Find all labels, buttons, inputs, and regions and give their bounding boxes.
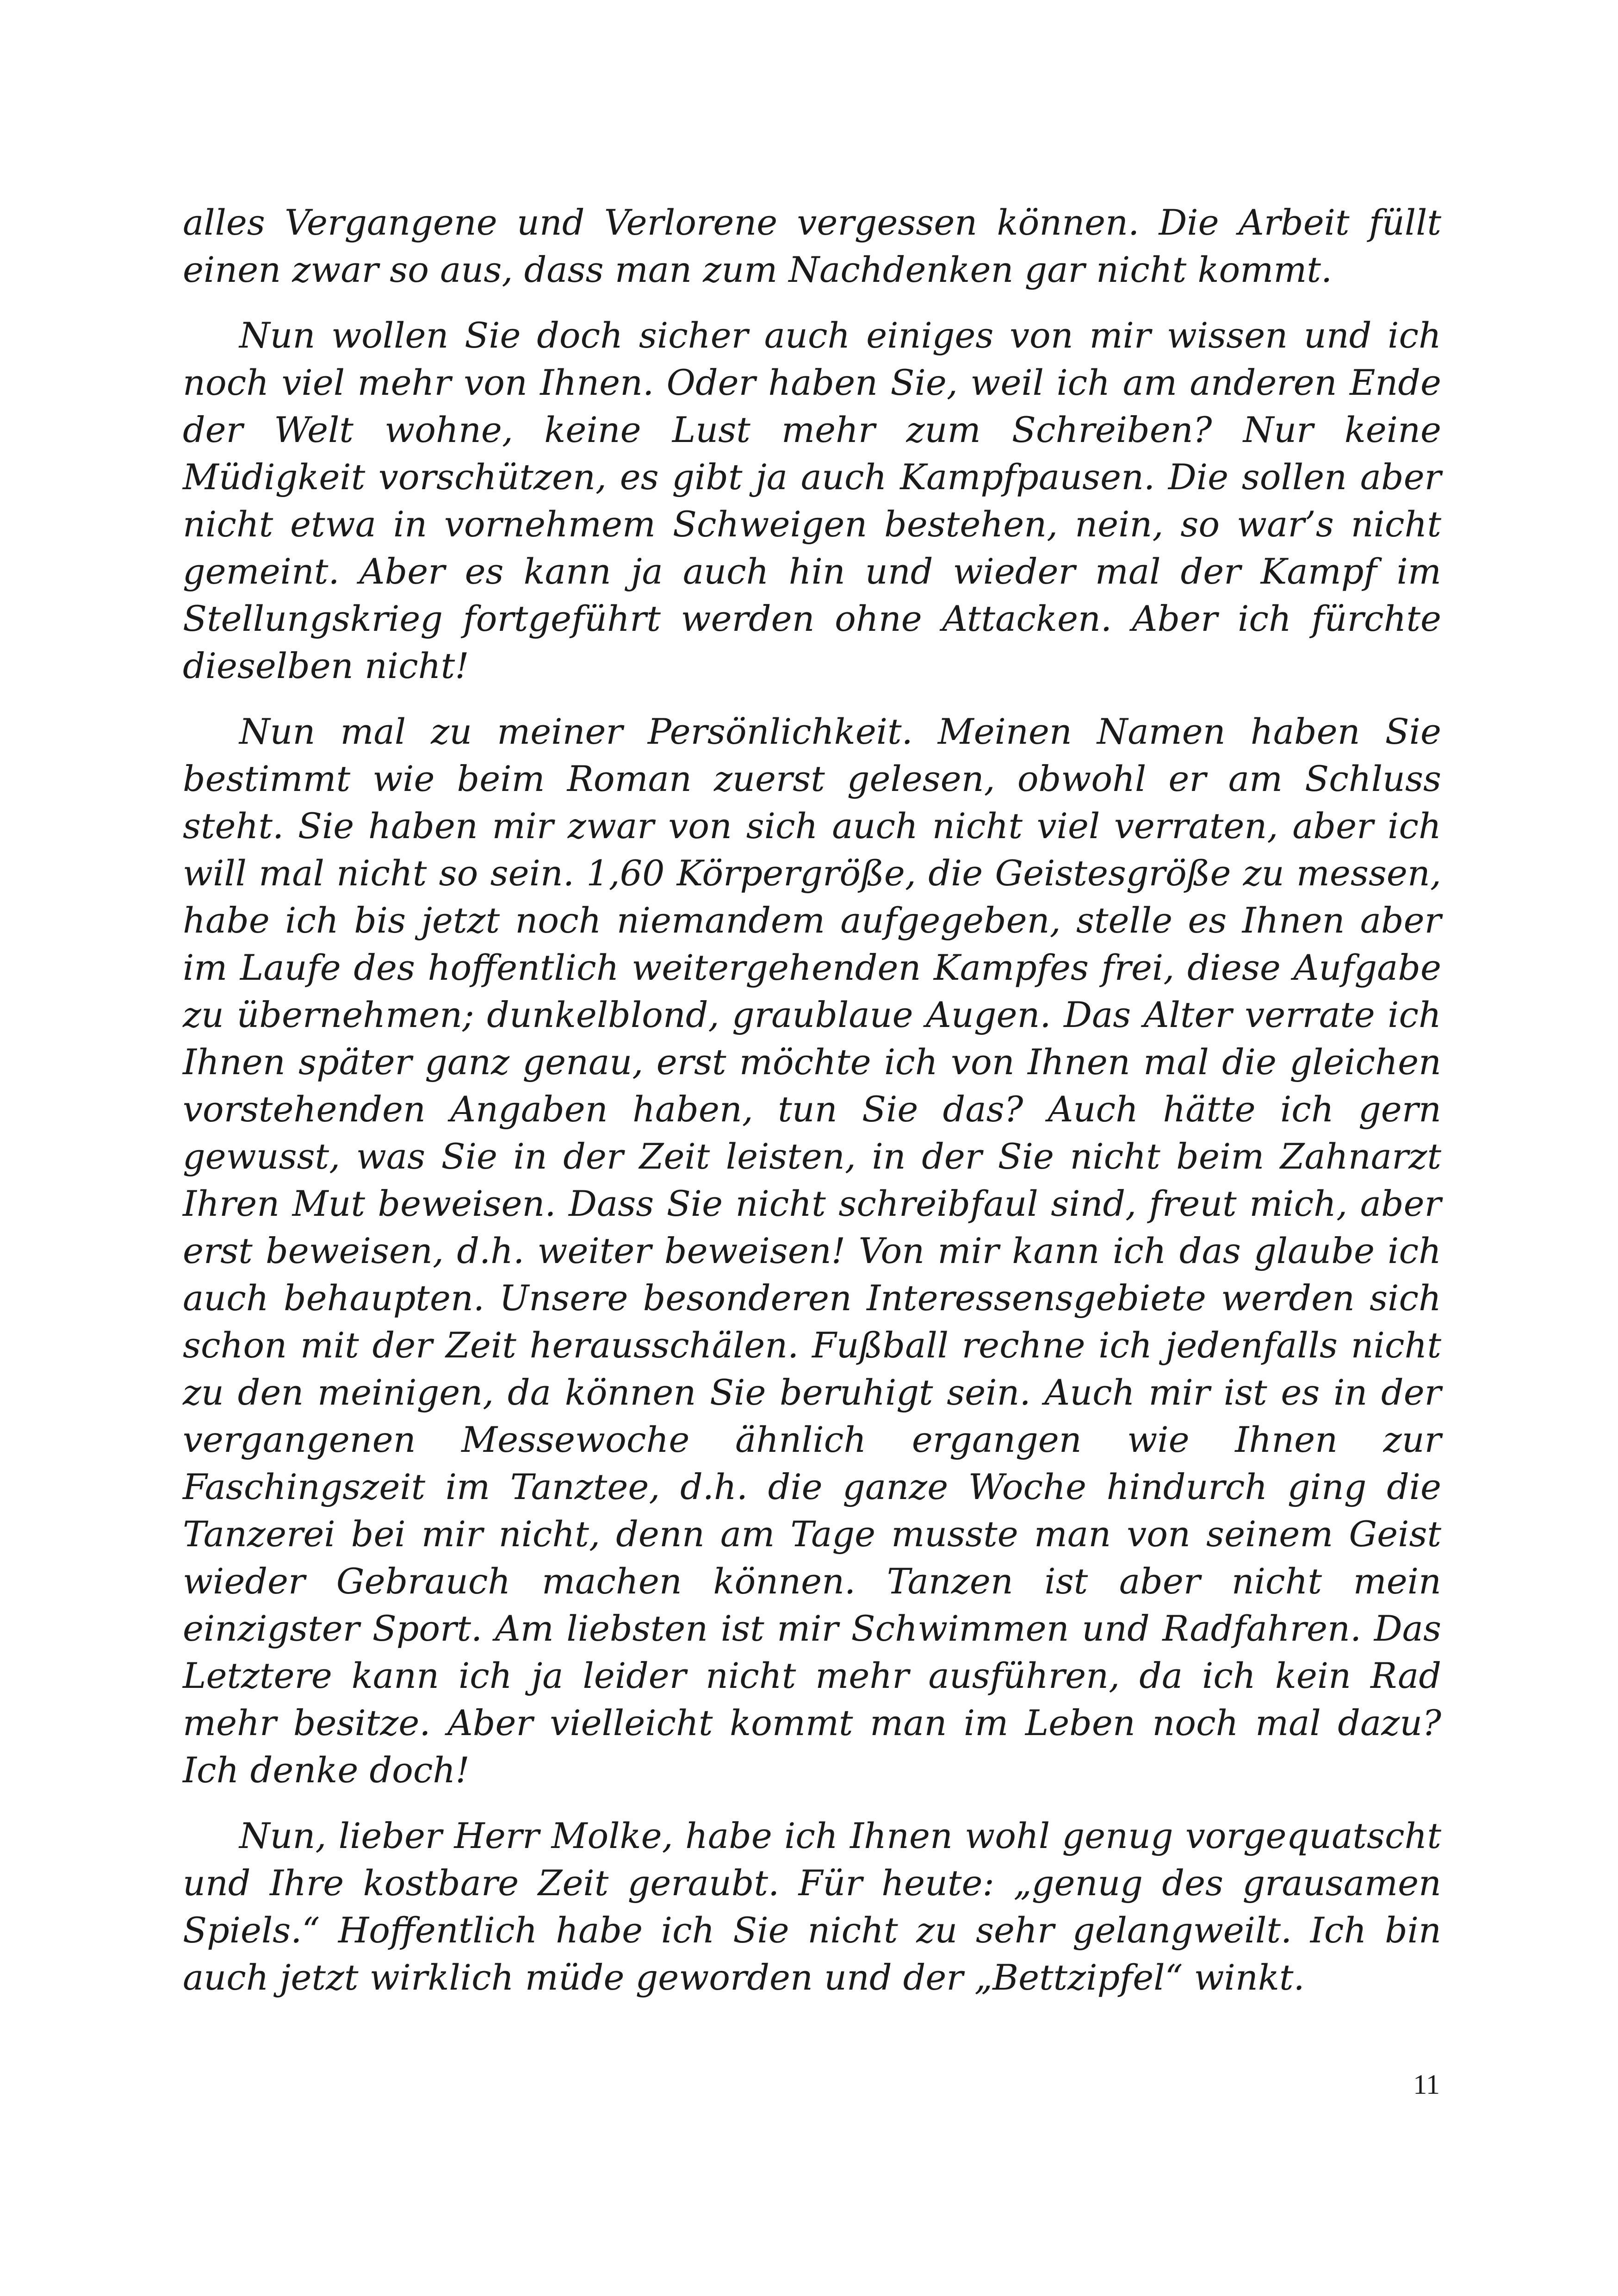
page-number: 11 [1413, 2069, 1440, 2100]
body-text [183, 199, 1441, 2020]
paragraph-continuation: alles Vergangene und Verlorene vergessen können. Die Arbeit füllt einen zwar so aus, dass man zum Nachdenken gar nicht kommt. [183, 202, 1441, 290]
paragraph: Nun mal zu meiner Persönlichkeit. Meinen Namen haben Sie bestimmt wie beim Roman zuerst gelesen, obwohl er am Schluss steht. Sie haben mir zwar von sich auch nicht viel verraten, aber ich will mal nicht so sein. 1,60 Körpergröße, die Geistesgröße zu messen, habe ich bis jetzt noch niemandem aufgegeben, stelle es Ihnen aber im Laufe des hoffentlich weitergehenden Kampfes frei, diese Aufgabe zu übernehmen; dunkelblond, graublaue Augen. Das Alter verrate ich Ihnen später ganz genau, erst möchte ich von Ihnen mal die gleichen vorstehenden Angaben haben, tun Sie das? Auch hätte ich gern gewusst, was Sie in der Zeit leisten, in der Sie nicht beim Zahnarzt Ihren Mut beweisen. Dass Sie nicht schreibfaul sind, freut mich, aber erst beweisen, d.h. weiter beweisen! Von mir kann ich das glaube ich auch behaupten. Unsere besonderen Interessensgebiete werden sich schon mit der Zeit herausschälen. Fußball rechne ich jedenfalls nicht zu den meinigen, da können Sie beruhigt sein. Auch mir ist es in der vergangenen Messewoche ähnlich ergangen wie Ihnen zur Faschingszeit im Tanztee, d.h. die ganze Woche hindurch ging die Tanzerei bei mir nicht, denn am Tage musste man von seinem Geist wieder Gebrauch machen können. Tanzen ist aber nicht mein einzigster Sport. Am liebsten ist mir Schwimmen und Radfahren. Das Letztere kann ich ja leider nicht mehr ausführen, da ich kein Rad mehr besitze. Aber vielleicht kommt man im Leben noch mal dazu? Ich denke doch! [183, 711, 1441, 1791]
paragraph: Nun, lieber Herr Molke, habe ich Ihnen wohl genug vorgequatscht und Ihre kostbare Zeit geraubt. Für heute: „genug des grausamen Spiels.“ Hoffentlich habe ich Sie nicht zu sehr gelangweilt. Ich bin auch jetzt wirklich müde geworden und der „Bettzipfel“ winkt. [183, 1815, 1441, 1998]
paragraph: Nun wollen Sie doch sicher auch einiges von mir wissen und ich noch viel mehr von Ihnen. Oder haben Sie, weil ich am anderen Ende der Welt wohne, keine Lust mehr zum Schreiben? Nur keine Müdigkeit vorschützen, es gibt ja auch Kampfpausen. Die sollen aber nicht etwa in vornehmem Schweigen bestehen, nein, so war’s nicht gemeint. Aber es kann ja auch hin und wieder mal der Kampf im Stellungskrieg fortgeführt werden ohne Attacken. Aber ich fürchte dieselben nicht! [183, 315, 1441, 686]
